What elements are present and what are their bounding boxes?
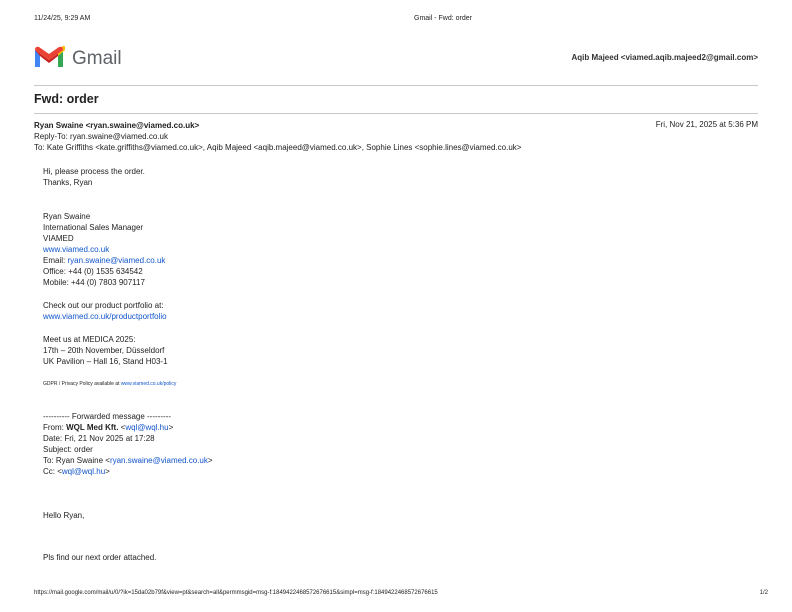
forwarded-to-line: To: Ryan Swaine <ryan.swaine@viamed.co.uk> — [43, 456, 213, 465]
signature-office: Office: +44 (0) 1535 634542 — [43, 267, 143, 276]
forwarded-from-email[interactable]: wql@wql.hu — [125, 423, 169, 432]
forwarded-note: Pls find our next order attached. — [43, 553, 157, 562]
reply-to-label: Reply-To: — [34, 132, 68, 141]
print-page-number: 1/2 — [759, 590, 768, 596]
to-label: To: — [34, 143, 45, 152]
body-greeting: Hi, please process the order. — [43, 167, 145, 176]
signature-email-link[interactable]: ryan.swaine@viamed.co.uk — [67, 256, 166, 265]
forwarded-from-name: WQL Med Kft. — [66, 423, 119, 432]
gmail-m-icon — [34, 44, 130, 70]
gmail-logo — [34, 44, 130, 70]
forwarded-to-label: To: Ryan Swaine — [43, 456, 104, 465]
to-line — [34, 142, 521, 153]
forwarded-cc-line: Cc: <wql@wql.hu> — [43, 467, 110, 476]
message-subject: Fwd: order — [34, 92, 99, 106]
print-datetime: 11/24/25, 9:29 AM — [34, 15, 91, 22]
forwarded-to-email[interactable]: ryan.swaine@viamed.co.uk — [109, 456, 208, 465]
forwarded-header: ---------- Forwarded message --------- — [43, 412, 171, 421]
print-url: https://mail.google.com/mail/u/0/?ik=15da02b79f&view=pt&search=all&permmsgid=msg-f:1849422468572676615&simpl=msg-f:1849422468572676615 — [34, 590, 438, 596]
signature-name: Ryan Swaine — [43, 212, 91, 221]
signature-email-line — [43, 255, 165, 266]
medica-line-2: 17th – 20th November, Düsseldorf — [43, 346, 165, 355]
medica-line-1: Meet us at MEDICA 2025: — [43, 335, 136, 344]
print-title: Gmail - Fwd: order — [414, 15, 472, 22]
gmail-logo-text: Gmail — [72, 48, 122, 69]
signature-website-link[interactable]: www.viamed.co.uk — [43, 245, 110, 254]
body-thanks: Thanks, Ryan — [43, 178, 93, 187]
reply-to-line — [34, 131, 168, 142]
gdpr-link[interactable]: www.viamed.co.uk/policy — [120, 381, 177, 387]
forwarded-from-line: From: WQL Med Kft. <wql@wql.hu> — [43, 423, 174, 432]
portfolio-link[interactable]: www.viamed.co.uk/productportfolio — [43, 312, 167, 321]
signature-role: International Sales Manager — [43, 223, 144, 232]
header-divider — [34, 85, 758, 86]
account-name: Aqib Majeed <viamed.aqib.majeed2@gmail.com> — [571, 53, 758, 62]
forwarded-from-label: From: — [43, 423, 64, 432]
message-date: Fri, Nov 21, 2025 at 5:36 PM — [655, 120, 758, 129]
forwarded-hello: Hello Ryan, — [43, 511, 85, 520]
signature-company: VIAMED — [43, 234, 74, 243]
signature-email-label: Email: — [43, 256, 66, 265]
subject-divider — [34, 113, 758, 114]
forwarded-cc-email[interactable]: wql@wql.hu — [61, 467, 106, 476]
signature-mobile: Mobile: +44 (0) 7803 907117 — [43, 278, 145, 287]
to-recipients: Kate Griffiths <kate.griffiths@viamed.co.uk>, Aqib Majeed <aqib.majeed@viamed.co.uk>, Sophie Lines <sophie.lines@viamed.co.uk> — [46, 143, 522, 152]
medica-line-3: UK Pavilion – Hall 16, Stand H03-1 — [43, 357, 168, 366]
forwarded-cc-label: Cc: — [43, 467, 55, 476]
portfolio-text: Check out our product portfolio at: — [43, 301, 164, 310]
gdpr-line — [43, 380, 176, 388]
reply-to-address: ryan.swaine@viamed.co.uk — [70, 132, 168, 141]
forwarded-subject: Subject: order — [43, 445, 93, 454]
message-from: Ryan Swaine <ryan.swaine@viamed.co.uk> — [34, 121, 200, 130]
forwarded-date: Date: Fri, 21 Nov 2025 at 17:28 — [43, 434, 155, 443]
gdpr-text: GDPR / Privacy Policy available at — [43, 381, 120, 387]
